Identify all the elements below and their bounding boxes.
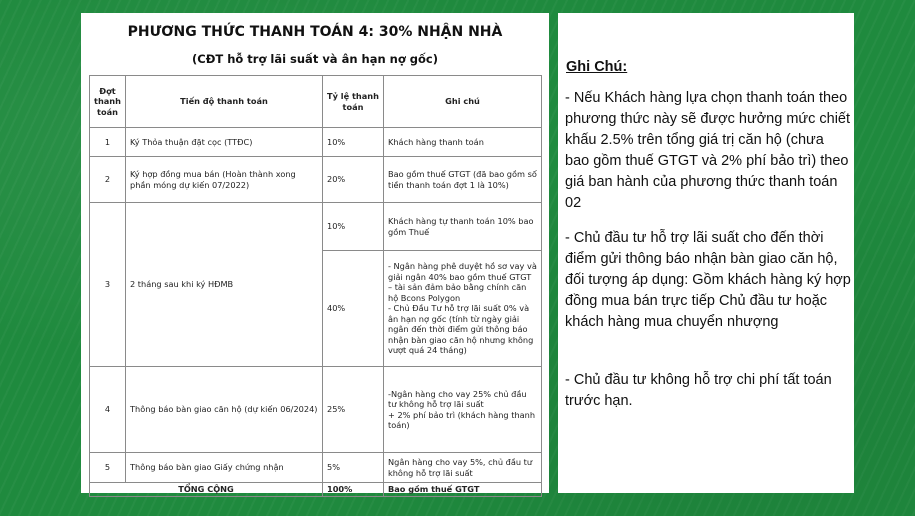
note-interest-support: - Chủ đầu tư hỗ trợ lãi suất cho đến thời điểm gửi thông báo nhận bàn giao căn hộ, đối tượng áp dụng: Gồm khách hàng ký hợp đồng mua bán trực tiếp Chủ đầu tư hoặc khách hàng mua chuyển nhượng — [565, 230, 851, 330]
payment-schedule-table — [89, 75, 542, 497]
cell-phase: 2 — [90, 157, 126, 203]
table-header-row — [90, 76, 542, 128]
table-total-row — [90, 483, 542, 497]
header-note: Ghi chú — [384, 76, 542, 128]
total-label: TỔNG CỘNG — [90, 483, 323, 497]
table-row — [90, 453, 542, 483]
note-discount: - Nếu Khách hàng lựa chọn thanh toán theo phương thức này sẽ được hưởng mức chiết khấu 2.5% trên tổng giá trị căn hộ (chưa bao gồm thuế GTGT và 2% phí bảo trì) theo giá ban hành của phương thức thanh toán 02 — [565, 90, 851, 211]
cell-rate: 40% — [323, 251, 384, 367]
table-row — [90, 157, 542, 203]
total-rate: 100% — [323, 483, 384, 497]
cell-phase: 3 — [90, 203, 126, 367]
cell-note: Ngân hàng cho vay 5%, chủ đầu tư không hỗ trợ lãi suất — [384, 453, 542, 483]
cell-schedule: Ký hợp đồng mua bán (Hoàn thành xong phần móng dự kiến 07/2022) — [126, 157, 323, 203]
cell-note: Khách hàng tự thanh toán 10% bao gồm Thuế — [384, 203, 542, 251]
cell-schedule: Ký Thỏa thuận đặt cọc (TTĐC) — [126, 128, 323, 157]
cell-note: - Ngân hàng phê duyệt hồ sơ vay và giải ngân 40% bao gồm thuế GTGT – tài sản đảm bảo bằng chính căn hộ Bcons Polygon - Chủ Đầu Tư hỗ trợ lãi suất 0% và ân hạn nợ gốc (tính từ ngày giải ngân đến thời điểm gửi thông báo nhận bàn giao căn hộ nhưng không vượt quá 24 tháng) — [384, 251, 542, 367]
header-phase: Đợt thanh toán — [90, 76, 126, 128]
note-early-settlement: - Chủ đầu tư không hỗ trợ chi phí tất toán trước hạn. — [565, 372, 832, 409]
cell-rate: 20% — [323, 157, 384, 203]
notes-heading: Ghi Chú: — [566, 59, 628, 75]
cell-note: Bao gồm thuế GTGT (đã bao gồm số tiền thanh toán đợt 1 là 10%) — [384, 157, 542, 203]
cell-phase: 1 — [90, 128, 126, 157]
cell-phase: 5 — [90, 453, 126, 483]
table-row — [90, 367, 542, 453]
table-row — [90, 128, 542, 157]
table-row — [90, 203, 542, 251]
page-title: PHƯƠNG THỨC THANH TOÁN 4: 30% NHẬN NHÀ — [127, 24, 503, 40]
cell-schedule: Thông báo bàn giao căn hộ (dự kiến 06/2024) — [126, 367, 323, 453]
notes-panel — [558, 13, 854, 493]
cell-note: Khách hàng thanh toán — [384, 128, 542, 157]
cell-schedule: Thông báo bàn giao Giấy chứng nhận — [126, 453, 323, 483]
header-rate: Tỷ lệ thanh toán — [323, 76, 384, 128]
cell-rate: 10% — [323, 128, 384, 157]
cell-phase: 4 — [90, 367, 126, 453]
page-subtitle: (CĐT hỗ trợ lãi suất và ân hạn nợ gốc) — [192, 52, 438, 66]
payment-table-panel — [81, 13, 549, 493]
cell-rate: 5% — [323, 453, 384, 483]
cell-rate: 10% — [323, 203, 384, 251]
total-note: Bao gồm thuế GTGT — [384, 483, 542, 497]
header-schedule: Tiến độ thanh toán — [126, 76, 323, 128]
cell-note: -Ngân hàng cho vay 25% chủ đầu tư không hỗ trợ lãi suất + 2% phí bảo trì (khách hàng thanh toán) — [384, 367, 542, 453]
cell-rate: 25% — [323, 367, 384, 453]
cell-schedule: 2 tháng sau khi ký HĐMB — [126, 203, 323, 367]
